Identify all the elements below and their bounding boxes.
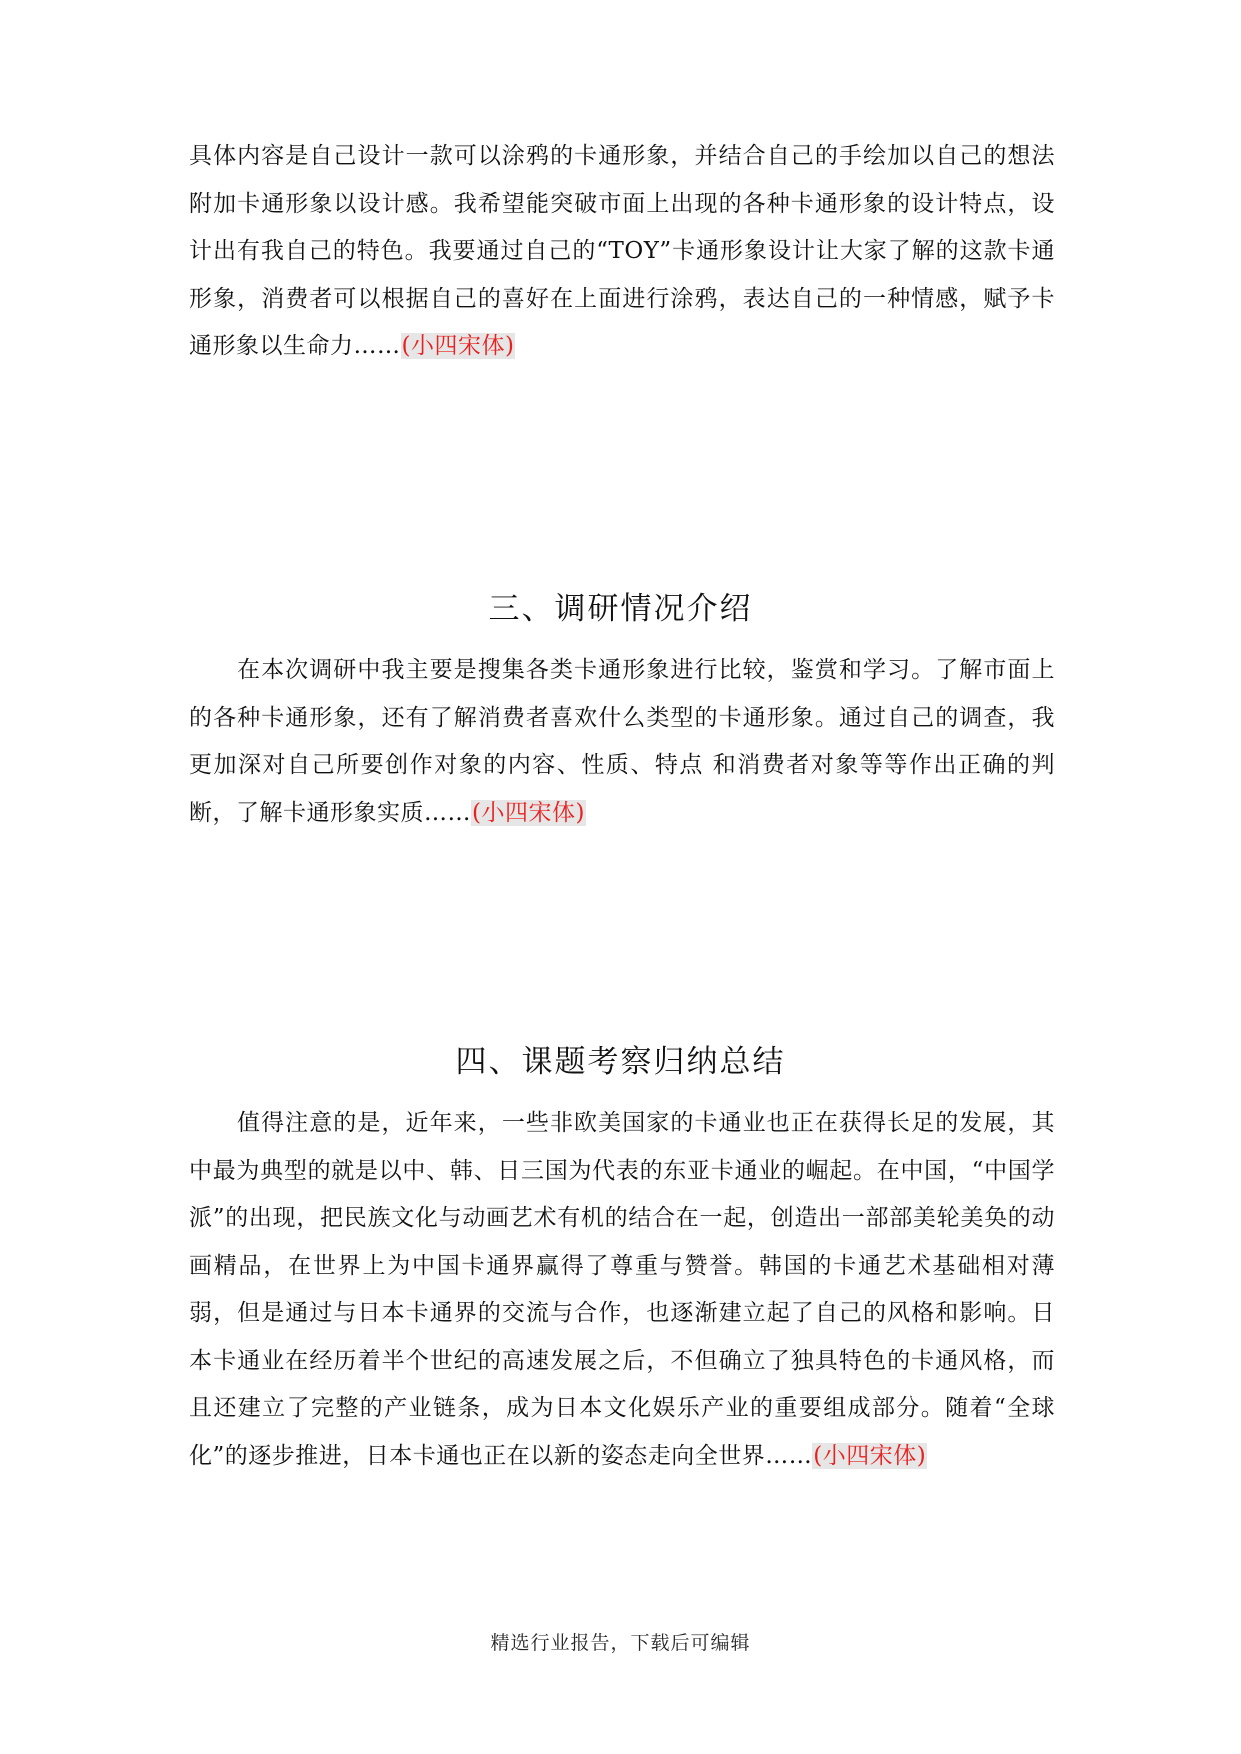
font-size-note: (小四宋体) bbox=[472, 799, 585, 826]
font-size-note: (小四宋体) bbox=[813, 1442, 927, 1469]
section-4-heading: 四、课题考察归纳总结 bbox=[455, 1044, 786, 1080]
section-4-paragraph-text: 值得注意的是，近年来，一些非欧美国家的卡通业也正在获得长足的发展，其中最为典型的就是以中、韩、日三国为代表的东亚卡通业的崛起。在中国，“中国学派”的出现，把民族文化与动画艺术有机的结合在一起，创造出一部部美轮美奂的动画精品，在世界上为中国卡通界赢得了尊重与赞誉。韩国的卡通艺术基础相对薄弱，但是通过与日本卡通界的交流与合作，也逐渐建立起了自己的风格和影响。日本卡通业在经历着半个世纪的高速发展之后，不但确立了独具特色的卡通风格，而且还建立了完整的产业链条，成为日本文化娱乐产业的重要组成部分。随着“全球化”的逐步推进，日本卡通也正在以新的姿态走向全世界…… bbox=[189, 1110, 1055, 1469]
section-3-paragraph-text: 在本次调研中我主要是搜集各类卡通形象进行比较，鉴赏和学习。了解市面上的各种卡通形象，还有了解消费者喜欢什么类型的卡通形象。通过自己的调查，我更加深对自己所要创作对象的内容、性质、特点 和消费者对象等等作出正确的判断，了解卡通形象实质…… bbox=[189, 657, 1055, 826]
section-4-paragraph bbox=[189, 1100, 1055, 1480]
section-3-paragraph bbox=[189, 647, 1055, 837]
section-3-body bbox=[189, 647, 1055, 837]
intro-paragraph-text: 具体内容是自己设计一款可以涂鸦的卡通形象，并结合自己的手绘加以自己的想法附加卡通形象以设计感。我希望能突破市面上出现的各种卡通形象的设计特点，设计出有我自己的特色。我要通过自己的“TOY”卡通形象设计让大家了解的这款卡通形象，消费者可以根据自己的喜好在上面进行涂鸦，表达自己的一种情感，赋予卡通形象以生命力…… bbox=[189, 143, 1055, 359]
section-4-body bbox=[189, 1100, 1055, 1480]
page-footer: 精选行业报告，下载后可编辑 bbox=[490, 1632, 751, 1654]
section-3-heading: 三、调研情况介绍 bbox=[488, 591, 753, 627]
font-size-note: (小四宋体) bbox=[401, 333, 515, 359]
intro-paragraph bbox=[189, 133, 1055, 371]
intro-section bbox=[189, 133, 1055, 371]
